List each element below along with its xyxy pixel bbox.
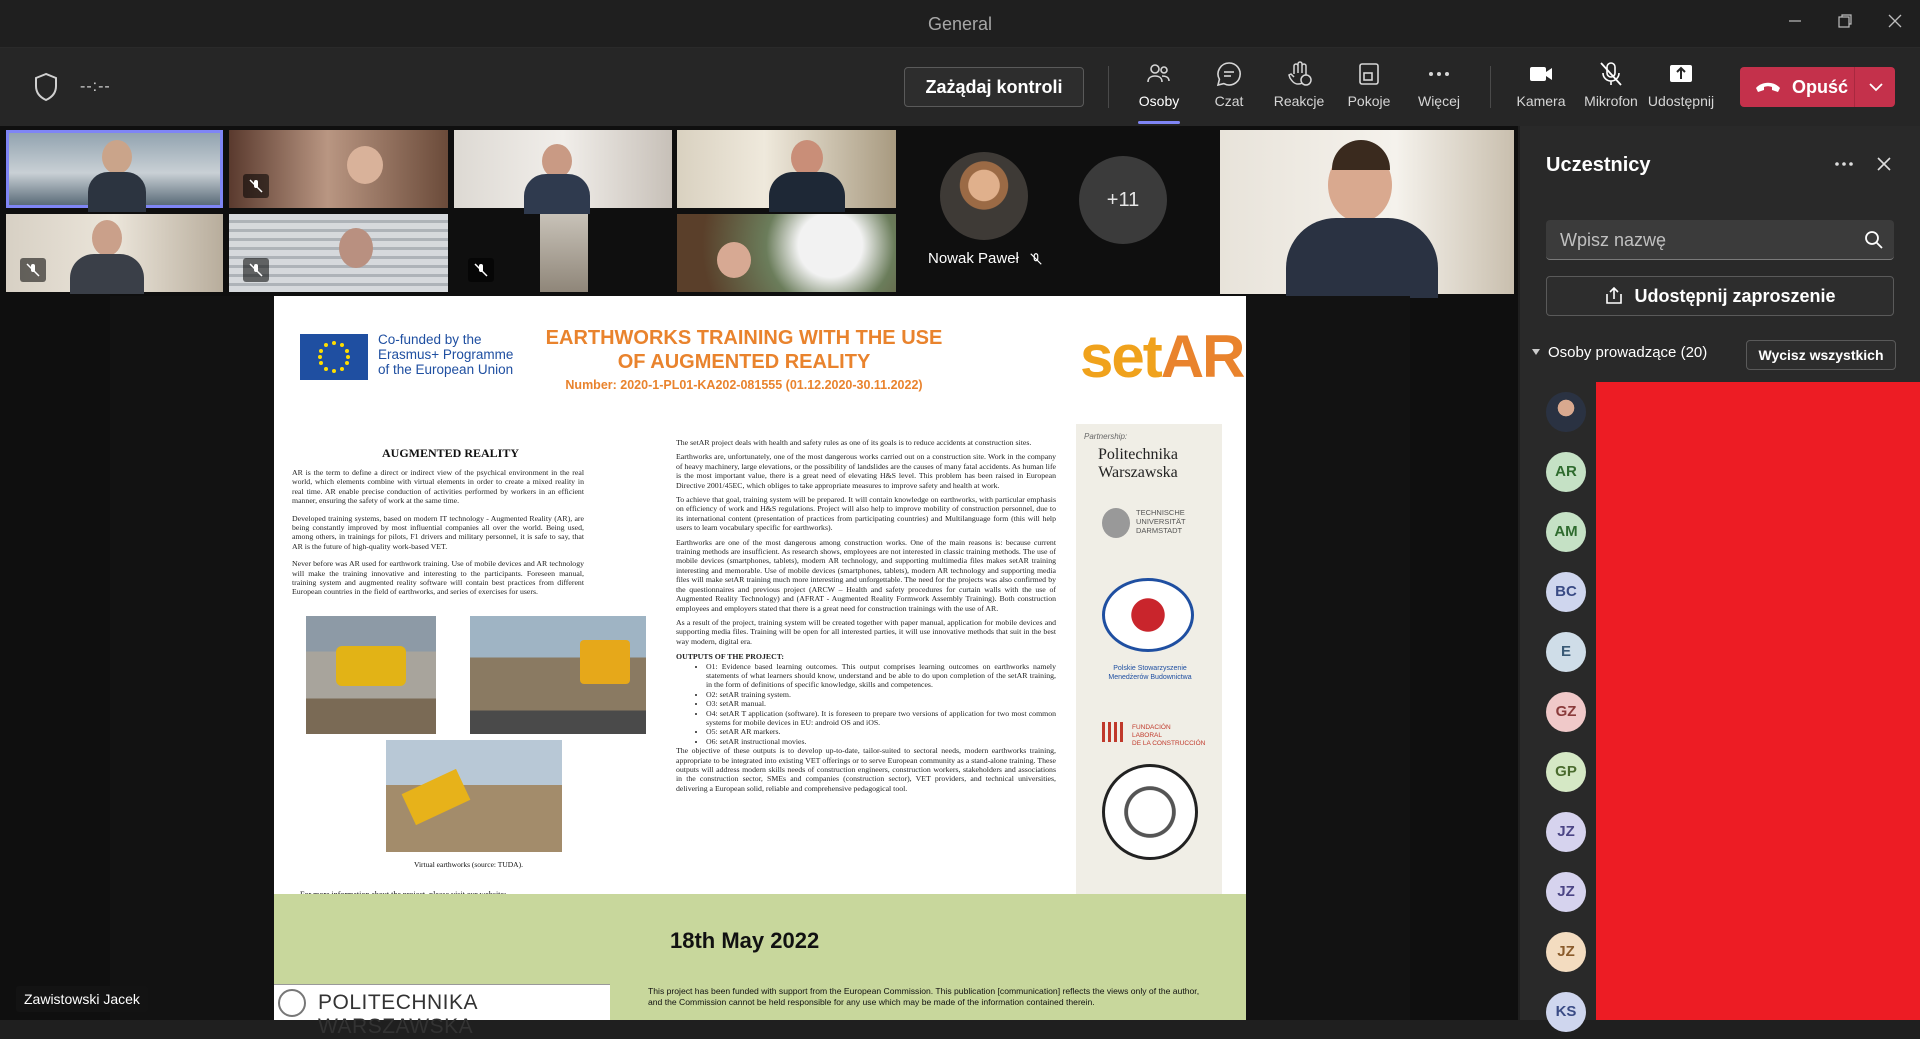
video-tile[interactable] [677,130,896,208]
poster-date: 18th May 2022 [670,928,820,953]
video-tile[interactable] [6,130,223,208]
participant-body [769,172,845,212]
avatar[interactable] [1546,392,1586,432]
shared-screen [110,296,1410,1038]
video-tile[interactable] [1220,130,1514,294]
seal-icon [278,989,306,1017]
logo-text: set [1080,323,1161,390]
participant-video [540,214,588,292]
chevron-down-icon [1532,349,1540,355]
leave-label: Opuść [1792,77,1849,97]
microphone-button[interactable] [1574,60,1648,118]
eu-flag-icon [300,334,368,380]
paragraph: The objective of these outputs is to develop up-to-date, tailor-suited to sectoral needs, modern earthworks training, appropriate to be integrated into existing VET offerings or to serve European community as a stand-alone training. These outputs will address modern skills needs of construction engineers, construction workers, stakeholders and associations in the construction sector, SMEs and companies (construction sector), VET providers, and technical universities, delivering a European solid, reliable and comprehensive pedagogical tool. [676,746,1056,793]
reactions-label: Reakcje [1273,93,1325,109]
output-item: • O4: setAR T application (software). It is foreseen to prepare two versions of application for two most common systems for mobile devices in EU: android OS and iOS. [706,709,1056,728]
redacted-participant-names [1596,382,1920,1020]
participant-face [102,140,132,174]
rooms-icon [1355,60,1383,88]
more-button[interactable] [1402,60,1476,118]
earthworks-photo [306,616,436,734]
output-item: • O3: setAR manual. [706,699,1056,708]
footer-logo [274,984,610,1038]
participants-panel [1520,126,1920,1020]
request-control-button[interactable]: Zażądaj kontroli [904,67,1084,107]
chat-label: Czat [1214,93,1244,109]
title-bar [0,0,1920,48]
avatar[interactable]: AR [1546,452,1586,492]
logo-line: DE LA CONSTRUCCIÓN [1132,740,1206,747]
muted-indicator [468,258,494,282]
participant-search [1546,220,1894,260]
participant-face [717,242,751,278]
meeting-stage [0,126,1518,1038]
close-icon[interactable] [1878,8,1912,38]
psmb-text [1090,664,1210,682]
participant-body [70,254,144,294]
mic-off-icon [1597,60,1625,88]
disclaimer-line: and the Commission cannot be held responsible for any use which may be made of the information contained therein. [648,996,1095,1007]
share-icon [1667,60,1695,88]
mic-off-icon [248,262,264,278]
avatar[interactable]: E [1546,632,1586,672]
participant-body [524,174,590,214]
avatar[interactable]: KS [1546,992,1586,1032]
participant-face [791,140,823,176]
video-tile[interactable] [6,214,223,292]
paragraph: Never before was AR used for earthwork training. Use of mobile devices and AR technology will make the training innovative and interesting to the participants. Foreseen manual, training system and augmented reality software will contain best practices from different European countries in the field of earthworks, and series of exercises for users. [292,559,584,597]
chat-button[interactable] [1192,60,1266,118]
camera-button[interactable] [1504,60,1578,118]
shared-poster [274,296,1246,1038]
participant-body [1286,218,1438,298]
share-screen-button[interactable] [1644,60,1718,118]
camera-icon [1527,60,1555,88]
people-icon [1145,60,1173,88]
output-item: • O2: setAR training system. [706,690,1056,699]
avatar[interactable]: GP [1546,752,1586,792]
disclaimer-line: This project has been funded with support from the European Commission. This publication [communication] reflects the views only of the author, [648,986,1200,996]
avatar[interactable]: JZ [1546,812,1586,852]
window-title: General [927,14,993,34]
toolbar-divider [1490,66,1491,108]
muted-indicator [243,258,269,282]
eu-text-line: Co-funded by the [378,332,482,347]
left-column-text [292,468,584,597]
chat-icon [1215,60,1243,88]
share-invite-button[interactable] [1546,276,1894,316]
toolbar-divider [1108,66,1109,108]
logo-line: UNIVERSITÄT [1136,517,1186,526]
mic-off-icon [473,262,489,278]
presenter-name: Zawistowski Jacek [16,986,148,1012]
output-item: • O1: Evidence based learning outcomes. This output comprises learning outcomes on earthworks namely statements of what learners should know, understand and be able to do upon completion of the setAR training, in the form of definitions of specific knowledge, skills and competences. [706,662,1056,690]
hang-up-icon [1754,79,1782,95]
video-tile[interactable] [229,214,448,292]
avatar[interactable]: JZ [1546,872,1586,912]
paragraph: Earthworks are, unfortunately, one of the most dangerous works carried out on a construction site. Work in the company of heavy machinery, large elevations, or the possibility of landslides are the causes of many fatal accidents. As human life is the most important value, there is a great need of elevating H&S level. This problem has been raised in European Directive 2001/45EC, which obliges to take appropriate measures to improve safety and health at work. [676,452,1056,490]
more-options-icon[interactable] [1830,150,1858,178]
avatar[interactable]: GZ [1546,692,1586,732]
paragraph: Earthworks are one of the most dangerous among construction works. One of the main reasons is: because current training methods are insufficient. As research shows, employees are not interested in classic training methods. The use of mobile devices (smartphones, tablets), modern AR technology, and supporting multimedia files makes setAR training interesting and memorable. Use of mobile devices (smartphones, tablets), modern AR technology and supporting media files will make setAR training much more interesting and unforgettable. The need for the projects was also confirmed by the questionnaires and previous project (ARCW – Health and safety procedures for curtain walls with the use of Augmented Reality Technology) and (AFRAT - Augmented Reality Formwork Assembly Training). Both construction employees and employers stated that there is a great need for construction trainings with the use of AR. [676,537,1056,613]
logo-line: TECHNISCHE [1136,508,1185,517]
output-item: • O6: setAR instructional movies. [706,737,1056,746]
search-input[interactable] [1560,220,1850,260]
muted-indicator [243,174,269,198]
participant-face [92,220,122,256]
video-tile[interactable] [229,130,448,208]
mic-off-icon [1029,252,1043,266]
share-invite-label: Udostępnij zaproszenie [1634,286,1836,306]
logo-line: FUNDACIÓN [1132,724,1171,731]
logo-line: LABORAL [1132,732,1162,739]
eu-text-line: Erasmus+ Programme [378,347,514,362]
mic-off-icon [25,262,41,278]
muted-indicator [20,258,46,282]
participant-name [928,250,1043,267]
psmb-logo [1102,578,1194,652]
mute-all-button[interactable]: Wycisz wszystkich [1746,340,1896,370]
output-item: • O5: setAR AR markers. [706,727,1056,736]
poster-title [504,326,984,374]
people-button[interactable] [1122,60,1196,118]
overturned-machine [402,769,471,825]
share-label: Udostępnij [1647,93,1715,109]
video-tile[interactable] [454,214,672,292]
footer-logo-text: POLITECHNIKA WARSZAWSKA [318,991,477,1038]
eu-text-line: of the European Union [378,362,514,377]
rooms-label: Pokoje [1347,93,1391,109]
logo-line: Polskie Stowarzyszenie [1113,665,1187,672]
project-number: Number: 2020-1-PL01-KA202-081555 (01.12.2020-30.11.2022) [565,378,923,392]
participant-hair [1332,140,1390,170]
mic-off-icon [248,178,264,194]
presenters-section-toggle[interactable] [1532,344,1707,361]
section-heading: AUGMENTED REALITY [382,446,520,460]
logo-line: DARMSTADT [1136,526,1183,535]
reactions-button[interactable] [1262,60,1336,118]
logo-line: Politechnika [1098,446,1178,463]
university-seal-logo [1102,764,1198,860]
logo-line: Warszawska [1098,464,1178,481]
shield-icon[interactable] [33,72,59,102]
politechnika-logo [1098,446,1178,482]
participant-face [347,146,383,184]
more-icon [1425,60,1453,88]
section-label: Osoby prowadzące (20) [1548,344,1708,361]
avatar[interactable]: BC [1546,572,1586,612]
panel-title: Uczestnicy [1546,154,1651,176]
restore-icon[interactable] [1828,8,1862,38]
paragraph: To achieve that goal, training system will be prepared. It will contain knowledge on earthworks, with particular emphasis on efficiency of work and H&S regulations. Project will also help to improve mobility of construction personnel, due to its international content (presentation of practices from participating countries) and Multilanguage form (this will help users to learn vocabulary specific for earthworks). [676,495,1056,533]
setar-logo [1080,322,1243,391]
earthworks-photo [386,740,562,852]
tu-darmstadt-logo [1102,508,1186,535]
paragraph: AR is the term to define a direct or indirect view of the psychical environment in the real world, which elements combine with virtual elements in order to create a mixed reality in real time. AR enable precise conduction of activities performed by workers in an efficient manner, ensuring the safety of work at the same time. [292,468,584,506]
participant-name-label: Nowak Paweł [928,250,1019,267]
leave-divider [1854,67,1855,107]
leave-button[interactable] [1740,67,1854,107]
logo-accent-text: AR [1160,323,1244,390]
partnership-panel [1076,424,1222,898]
meeting-toolbar [0,48,1920,126]
leave-button-group [1740,67,1895,107]
photo-caption: Virtual earthworks (source: TUDA). [414,860,523,869]
right-column-text [676,438,1056,793]
search-icon[interactable] [1864,230,1884,250]
minimize-icon[interactable] [1778,8,1812,38]
flc-logo [1102,724,1205,748]
partnership-label: Partnership: [1084,432,1128,441]
video-tile[interactable] [677,214,896,292]
poster-title-line: OF AUGMENTED REALITY [617,351,871,373]
poster-title-line: EARTHWORKS TRAINING WITH THE USE [545,327,943,349]
people-label: Osoby [1138,93,1180,109]
share-icon [1604,286,1624,306]
more-label: Więcej [1417,93,1460,109]
roller-machine [336,646,406,686]
meeting-timer: --:-- [80,78,111,95]
paragraph: Developed training systems, based on modern IT technology - Augmented Reality (AR), are being constantly improved by most influential companies all over the world. Being used, among others, in trainings for pilots, F1 drivers and military personnel, it is safe to say, that AR is the future of high-quality work-based VET. [292,513,584,551]
video-tile[interactable] [454,130,672,208]
close-icon[interactable] [1870,150,1898,178]
participant-body [88,172,146,212]
camera-label: Kamera [1516,93,1566,109]
avatar[interactable] [940,152,1028,240]
avatar[interactable]: JZ [1546,932,1586,972]
microphone-label: Mikrofon [1584,93,1638,109]
paragraph: The setAR project deals with health and safety rules as one of its goals is to reduce accidents at construction sites. [676,438,1032,447]
participant-face [339,228,373,268]
earthworks-photo [470,616,646,734]
funding-disclaimer [648,986,1238,1007]
paragraph: As a result of the project, training system will be created together with paper manual, application for mobile devices and supporting media files. Training will be open for all interested parties, it will use innovative methods that suit in the best way modern, digital era. [676,617,1056,646]
eu-cofunding-text [378,332,513,377]
avatar[interactable]: AM [1546,512,1586,552]
rooms-button[interactable] [1332,60,1406,118]
logo-line: Menedżerów Budownictwa [1108,674,1192,681]
chevron-down-icon [1858,67,1895,107]
excavator-machine [580,640,630,684]
participant-face [542,144,572,178]
leave-options-button[interactable] [1858,67,1895,107]
reactions-icon [1285,60,1313,88]
outputs-heading: OUTPUTS OF THE PROJECT: [676,652,784,662]
more-participants-badge[interactable]: +11 [1079,156,1167,244]
